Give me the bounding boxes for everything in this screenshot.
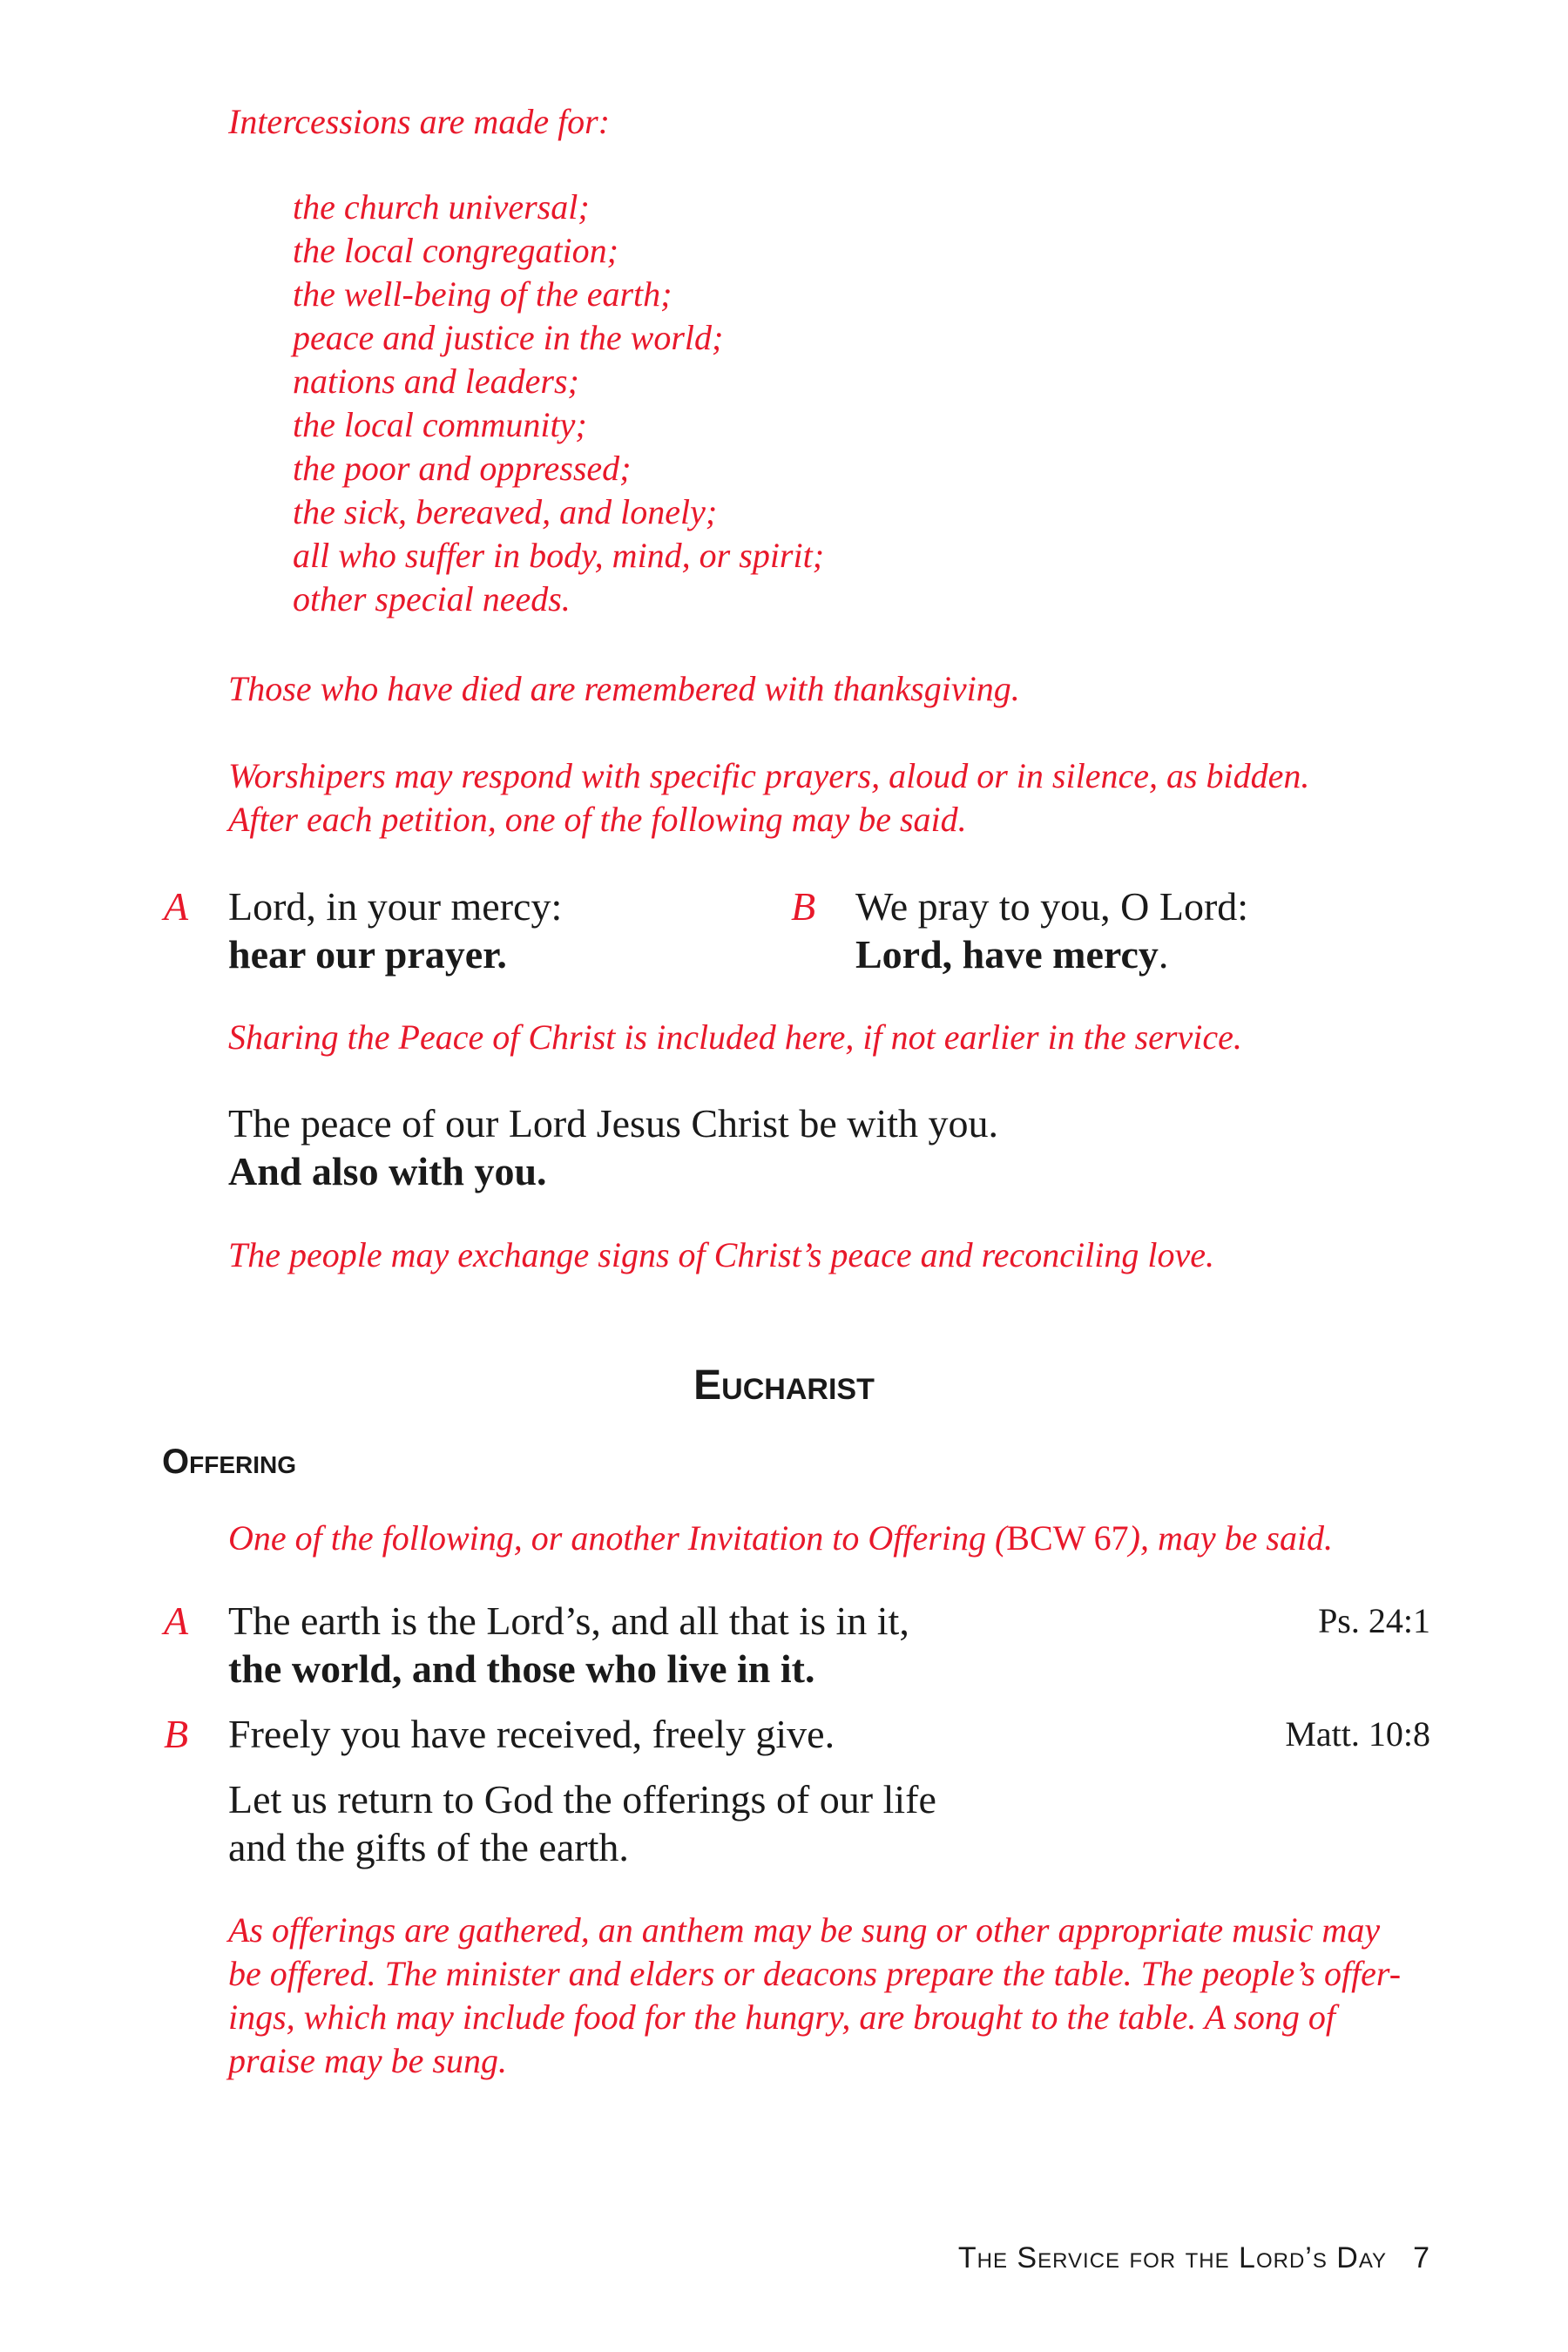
peace-people: And also with you. xyxy=(228,1149,547,1193)
intercession-item: the local congregation; xyxy=(293,231,618,270)
petition-a-people: hear our prayer. xyxy=(228,932,507,977)
petition-b-people-line xyxy=(855,930,1168,978)
petition-b-people-end: . xyxy=(1158,932,1169,977)
offering-b-leader: Freely you have received, freely give. xyxy=(228,1712,835,1756)
petition-b-people: Lord, have mercy xyxy=(855,932,1159,977)
page-number: 7 xyxy=(1413,2241,1430,2274)
offering-b-line-3: and the gifts of the earth. xyxy=(228,1825,629,1869)
offering-a-people: the world, and those who live in it. xyxy=(228,1646,815,1691)
intercessions-list xyxy=(293,186,824,621)
footer-title: The Service for the Lord’s Day xyxy=(957,2241,1388,2274)
intercessions-intro: Intercessions are made for: xyxy=(228,102,611,141)
rubric-gathered-line-1: As offerings are gathered, an anthem may be sung or other appropriate music may xyxy=(228,1910,1381,1950)
section-title: Eucharist xyxy=(693,1362,875,1409)
intercession-item: the local community; xyxy=(293,405,587,444)
intercession-item: all who suffer in body, mind, or spirit; xyxy=(293,536,825,575)
rubric-gathered-line-2: be offered. The minister and elders or deacons prepare the table. The people’s offer- xyxy=(228,1954,1402,1993)
rubric-offering-ref: BCW 67 xyxy=(1006,1518,1129,1558)
intercession-item: the poor and oppressed; xyxy=(293,449,632,488)
intercession-item: nations and leaders; xyxy=(293,362,579,401)
rubric-worshipers-line-1: Worshipers may respond with specific prayers, aloud or in silence, as bidden. xyxy=(228,756,1310,795)
intercession-item: the sick, bereaved, and lonely; xyxy=(293,492,718,531)
petition-b-letter: B xyxy=(791,884,816,929)
page-footer xyxy=(958,2241,1430,2275)
intercession-item: other special needs. xyxy=(293,579,571,618)
rubric-worshipers-line-2: After each petition, one of the following may be said. xyxy=(228,800,967,839)
petition-a-letter: A xyxy=(164,884,189,929)
rubric-offering-pre: One of the following, or another Invitation to Offering ( xyxy=(228,1518,1007,1558)
offering-a-ref: Ps. 24:1 xyxy=(1318,1601,1430,1640)
rubric-gathered-line-4: praise may be sung. xyxy=(228,2041,507,2080)
intercession-item: the well-being of the earth; xyxy=(293,274,672,314)
rubric-peace: Sharing the Peace of Christ is included here, if not earlier in the service. xyxy=(228,1017,1242,1057)
intercession-item: the church universal; xyxy=(293,187,590,226)
offering-a-letter: A xyxy=(164,1598,189,1643)
offering-b-ref: Matt. 10:8 xyxy=(1285,1714,1430,1754)
intercession-item: peace and justice in the world; xyxy=(293,318,724,357)
subsection-title: Offering xyxy=(162,1443,296,1481)
offering-b-letter: B xyxy=(164,1712,189,1756)
rubric-offering-post: ), may be said. xyxy=(1128,1518,1334,1558)
offering-a-leader: The earth is the Lord’s, and all that is in it, xyxy=(228,1598,909,1643)
peace-leader: The peace of our Lord Jesus Christ be with you. xyxy=(228,1101,999,1146)
rubric-exchange: The people may exchange signs of Christ’s peace and reconciling love. xyxy=(228,1235,1214,1274)
petition-b-leader: We pray to you, O Lord: xyxy=(855,884,1249,929)
offering-b-line-2: Let us return to God the offerings of our life xyxy=(228,1777,936,1821)
rubric-gathered-line-3: ings, which may include food for the hungry, are brought to the table. A song of xyxy=(228,1997,1336,2037)
petition-a-leader: Lord, in your mercy: xyxy=(228,884,563,929)
rubric-offering xyxy=(228,1517,1333,1560)
rubric-died: Those who have died are remembered with thanksgiving. xyxy=(228,669,1020,708)
